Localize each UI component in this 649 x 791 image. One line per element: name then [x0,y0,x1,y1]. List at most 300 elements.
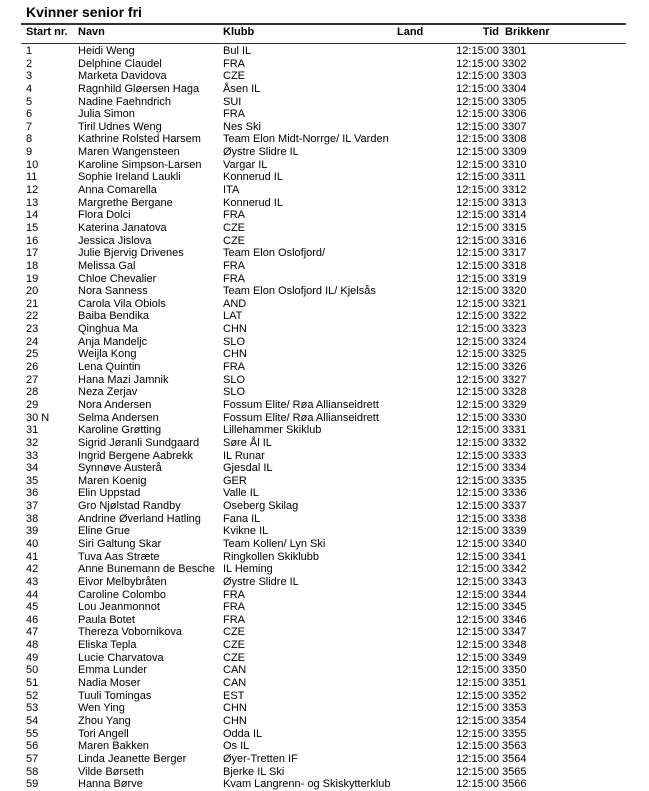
cell-brikkenr: 3566 [502,778,527,791]
table-row [0,538,649,551]
cell-start: 9 [26,146,33,159]
table-row [0,753,649,766]
cell-start: 35 [26,474,39,487]
table-row [0,576,649,589]
cell-brikkenr: 3341 [502,550,527,563]
table-row [0,171,649,184]
cell-tid: 12:15:00 [456,146,499,159]
cell-klubb: CHN [223,714,247,727]
cell-tid: 12:15:00 [456,575,499,588]
cell-tid: 12:15:00 [456,45,499,57]
cell-klubb: FRA [223,272,245,285]
cell-tid: 12:15:00 [456,487,499,500]
cell-brikkenr: 3564 [502,752,527,765]
cell-start: 49 [26,651,39,664]
table-row [0,58,649,71]
cell-brikkenr: 3319 [502,272,527,285]
column-header-tid: Tid [482,26,499,38]
cell-tid: 12:15:00 [456,221,499,234]
cell-navn: Karoline Simpson-Larsen [78,158,202,171]
cell-navn: Katerina Janatova [78,221,167,234]
cell-navn: Wen Ying [78,702,125,715]
cell-klubb: Øyer-Tretten IF [223,752,298,765]
cell-brikkenr: 3348 [502,639,527,652]
cell-brikkenr: 3310 [502,158,527,171]
cell-start: 11 [26,171,38,184]
cell-brikkenr: 3305 [502,95,527,108]
cell-tid: 12:15:00 [456,348,499,361]
cell-start: 27 [26,373,39,386]
cell-navn: Siri Galtung Skar [78,537,162,550]
cell-klubb: FRA [223,57,245,70]
cell-klubb: IL Runar [223,449,265,462]
cell-start: 19 [26,272,39,285]
cell-klubb: Ringkollen Skiklubb [223,550,319,563]
cell-navn: Eivor Melbybråten [78,575,167,588]
cell-navn: Weijla Kong [78,348,137,361]
cell-navn: Selma Andersen [78,411,159,424]
cell-start: 40 [26,537,39,550]
cell-brikkenr: 3354 [502,714,527,727]
cell-klubb: Konnerud IL [223,171,283,184]
cell-klubb: SLO [223,335,246,348]
cell-klubb: Valle IL [223,487,259,500]
cell-start: 54 [26,714,39,727]
cell-tid: 12:15:00 [456,449,499,462]
cell-klubb: Team Elon Oslofjord/ [223,247,326,260]
cell-navn: Sophie Ireland Laukli [78,171,181,184]
cell-navn: Lou Jeanmonnot [78,601,160,614]
cell-klubb: Bjerke IL Ski [223,765,285,778]
cell-tid: 12:15:00 [456,120,499,133]
cell-start: 7 [26,120,33,133]
cell-start: 59 [26,778,39,791]
cell-klubb: AND [223,297,247,310]
cell-navn: Tori Angell [78,727,129,740]
cell-navn: Julia Simon [78,108,135,121]
cell-brikkenr: 3322 [502,310,527,323]
cell-brikkenr: 3332 [502,436,527,449]
table-row [0,197,649,210]
cell-klubb: Vargar IL [223,158,268,171]
cell-start: 22 [26,310,39,323]
table-row [0,285,649,298]
cell-brikkenr: 3327 [502,373,527,386]
cell-klubb: Søre Ål IL [223,436,272,449]
cell-klubb: FRA [223,361,245,374]
cell-klubb: ITA [223,184,240,197]
cell-brikkenr: 3335 [502,474,527,487]
cell-brikkenr: 3331 [502,424,527,437]
table-row [0,247,649,260]
cell-brikkenr: 3353 [502,702,527,715]
cell-navn: Flora Dolci [78,209,131,222]
cell-navn: Qinghua Ma [78,323,138,336]
cell-klubb: CHN [223,702,247,715]
table-row [0,374,649,387]
cell-brikkenr: 3330 [502,411,527,424]
cell-klubb: EST [223,689,245,702]
cell-tid: 12:15:00 [456,664,499,677]
cell-klubb: Team Elon Oslofjord IL/ Kjelsås [223,285,376,298]
cell-klubb: Fana IL [223,512,261,525]
cell-navn: Eline Grue [78,525,130,538]
cell-brikkenr: 3316 [502,234,527,247]
cell-navn: Maren Koenig [78,474,147,487]
cell-navn: Hanna Børve [78,778,143,791]
cell-klubb: Øystre Slidre IL [223,146,299,159]
table-row [0,83,649,96]
cell-navn: Zhou Yang [78,714,131,727]
cell-tid: 12:15:00 [456,158,499,171]
cell-start: 55 [26,727,39,740]
cell-navn: Maren Bakken [78,740,149,753]
cell-tid: 12:15:00 [456,525,499,538]
cell-tid: 12:15:00 [456,259,499,272]
cell-klubb: GER [223,474,247,487]
table-row [0,715,649,728]
cell-navn: Tiril Udnes Weng [78,120,162,133]
cell-navn: Andrine Øverland Hatling [78,512,201,525]
cell-navn: Tuuli Tomingas [78,689,152,702]
cell-tid: 12:15:00 [456,184,499,197]
table-row [0,121,649,134]
cell-navn: Margrethe Bergane [78,196,173,209]
cell-klubb: Øystre Slidre IL [223,575,299,588]
cell-start: 18 [26,259,39,272]
table-row [0,589,649,602]
table-row [0,260,649,273]
cell-tid: 12:15:00 [456,740,499,753]
cell-tid: 12:15:00 [456,247,499,260]
cell-start: 47 [26,626,39,639]
table-row [0,424,649,437]
cell-navn: Anja Mandeljc [78,335,148,348]
cell-start: 21 [26,297,39,310]
cell-brikkenr: 3318 [502,259,527,272]
cell-brikkenr: 3308 [502,133,527,146]
cell-tid: 12:15:00 [456,297,499,310]
table-row [0,336,649,349]
cell-tid: 12:15:00 [456,702,499,715]
table-row [0,222,649,235]
cell-brikkenr: 3328 [502,386,527,399]
cell-brikkenr: 3313 [502,196,527,209]
cell-navn: Lena Quintin [78,361,141,374]
cell-klubb: SLO [223,373,246,386]
cell-klubb: CZE [223,70,245,83]
cell-navn: Ragnhild Gløersen Haga [78,82,200,95]
cell-start: 1 [26,45,33,57]
cell-tid: 12:15:00 [456,323,499,336]
cell-brikkenr: 3301 [502,45,527,57]
table-row [0,525,649,538]
cell-start: 24 [26,335,39,348]
cell-brikkenr: 3317 [502,247,527,260]
table-row [0,690,649,703]
cell-navn: Marketa Davidova [78,70,167,83]
cell-navn: Maren Wangensteen [78,146,180,159]
cell-tid: 12:15:00 [456,626,499,639]
cell-start: 31 [26,424,39,437]
cell-navn: Carola Vila Obiols [78,297,166,310]
table-row [0,475,649,488]
cell-navn: Jessica Jislova [78,234,152,247]
cell-tid: 12:15:00 [456,765,499,778]
cell-start: 13 [26,196,39,209]
cell-navn: Julie Bjervig Drivenes [78,247,184,260]
cell-brikkenr: 3307 [502,120,527,133]
column-header-land: Land [397,26,424,38]
cell-brikkenr: 3337 [502,500,527,513]
cell-start: 23 [26,323,39,336]
cell-start: 53 [26,702,39,715]
cell-start: 3 [26,70,33,83]
cell-brikkenr: 3345 [502,601,527,614]
cell-brikkenr: 3304 [502,82,527,95]
cell-start: 48 [26,639,39,652]
cell-start: 56 [26,740,39,753]
cell-brikkenr: 3309 [502,146,527,159]
cell-brikkenr: 3346 [502,613,527,626]
cell-klubb: Odda IL [223,727,263,740]
cell-klubb: Bul IL [223,45,252,57]
cell-brikkenr: 3351 [502,677,527,690]
cell-start: 33 [26,449,39,462]
cell-tid: 12:15:00 [456,677,499,690]
cell-tid: 12:15:00 [456,436,499,449]
cell-brikkenr: 3326 [502,361,527,374]
cell-navn: Paula Botet [78,613,135,626]
cell-tid: 12:15:00 [456,272,499,285]
cell-klubb: CZE [223,639,245,652]
cell-navn: Nora Sanness [78,285,148,298]
cell-start: 30 N [26,411,50,424]
cell-brikkenr: 3342 [502,563,527,576]
cell-brikkenr: 3336 [502,487,527,500]
cell-tid: 12:15:00 [456,500,499,513]
cell-tid: 12:15:00 [456,601,499,614]
cell-brikkenr: 3320 [502,285,527,298]
cell-klubb: SLO [223,386,246,399]
cell-tid: 12:15:00 [456,550,499,563]
cell-navn: Gro Njølstad Randby [78,500,181,513]
table-row [0,310,649,323]
cell-tid: 12:15:00 [456,588,499,601]
table-row [0,740,649,753]
table-row [0,601,649,614]
cell-start: 52 [26,689,39,702]
cell-brikkenr: 3339 [502,525,527,538]
header-bottom-rule [21,43,626,44]
cell-start: 42 [26,563,39,576]
cell-brikkenr: 3311 [502,171,526,184]
table-row [0,513,649,526]
column-header-navn: Navn [78,26,105,38]
cell-start: 41 [26,550,39,563]
cell-klubb: FRA [223,259,245,272]
cell-klubb: Åsen IL [223,82,261,95]
cell-brikkenr: 3321 [502,297,527,310]
table-row [0,361,649,374]
cell-start: 45 [26,601,39,614]
table-row [0,323,649,336]
cell-navn: Linda Jeanette Berger [78,752,187,765]
table-row [0,235,649,248]
cell-navn: Nora Andersen [78,398,152,411]
cell-klubb: CAN [223,664,247,677]
table-row [0,500,649,513]
cell-brikkenr: 3563 [502,740,527,753]
cell-klubb: FRA [223,588,245,601]
cell-klubb: Team Elon Midt-Norrge/ IL Varden [223,133,389,146]
cell-start: 34 [26,462,39,475]
cell-brikkenr: 3312 [502,184,527,197]
table-row [0,108,649,121]
cell-start: 51 [26,677,39,690]
cell-klubb: Oseberg Skilag [223,500,299,513]
table-row [0,778,649,791]
cell-klubb: SUI [223,95,242,108]
cell-navn: Lucie Charvatova [78,651,164,664]
cell-start: 26 [26,361,39,374]
cell-start: 28 [26,386,39,399]
cell-start: 6 [26,108,33,121]
cell-klubb: FRA [223,613,245,626]
cell-klubb: CZE [223,651,245,664]
cell-tid: 12:15:00 [456,512,499,525]
cell-tid: 12:15:00 [456,335,499,348]
cell-tid: 12:15:00 [456,108,499,121]
table-row [0,677,649,690]
table-row [0,209,649,222]
cell-navn: Anna Comarella [78,184,157,197]
cell-brikkenr: 3325 [502,348,527,361]
cell-klubb: Kvikne IL [223,525,269,538]
cell-navn: Hana Mazi Jamnik [78,373,169,386]
table-row [0,652,649,665]
column-header-start: Start nr. [26,26,68,38]
cell-navn: Thereza Vobornikova [78,626,182,639]
cell-tid: 12:15:00 [456,752,499,765]
table-row [0,728,649,741]
table-row [0,45,649,58]
cell-brikkenr: 3343 [502,575,527,588]
table-row [0,412,649,425]
cell-start: 17 [26,247,39,260]
table-row [0,551,649,564]
cell-tid: 12:15:00 [456,537,499,550]
cell-brikkenr: 3352 [502,689,527,702]
cell-klubb: Nes Ski [223,120,261,133]
cell-start: 44 [26,588,39,601]
cell-navn: Kathrine Rolsted Harsem [78,133,201,146]
cell-tid: 12:15:00 [456,361,499,374]
cell-brikkenr: 3338 [502,512,527,525]
cell-klubb: Os IL [223,740,250,753]
cell-navn: Anne Bunemann de Besche [78,563,215,576]
cell-brikkenr: 3350 [502,664,527,677]
cell-brikkenr: 3315 [502,221,527,234]
cell-klubb: IL Heming [223,563,273,576]
cell-klubb: FRA [223,601,245,614]
cell-klubb: Team Kollen/ Lyn Ski [223,537,326,550]
cell-brikkenr: 3334 [502,462,527,475]
cell-navn: Emma Lunder [78,664,148,677]
cell-start: 5 [26,95,33,108]
cell-tid: 12:15:00 [456,386,499,399]
cell-start: 8 [26,133,33,146]
cell-navn: Caroline Colombo [78,588,167,601]
cell-brikkenr: 3303 [502,70,527,83]
cell-tid: 12:15:00 [456,462,499,475]
cell-tid: 12:15:00 [456,196,499,209]
table-row [0,450,649,463]
cell-navn: Synnøve Austerå [78,462,162,475]
cell-brikkenr: 3323 [502,323,527,336]
cell-klubb: Lillehammer Skiklub [223,424,322,437]
cell-start: 10 [26,158,39,171]
table-row [0,437,649,450]
cell-tid: 12:15:00 [456,70,499,83]
cell-brikkenr: 3314 [502,209,527,222]
cell-klubb: Konnerud IL [223,196,283,209]
cell-tid: 12:15:00 [456,411,499,424]
cell-klubb: Fossum Elite/ Røa Allianseidrett [223,411,379,424]
cell-tid: 12:15:00 [456,82,499,95]
cell-start: 14 [26,209,39,222]
cell-tid: 12:15:00 [456,57,499,70]
cell-tid: 12:15:00 [456,209,499,222]
cell-brikkenr: 3347 [502,626,527,639]
cell-klubb: CZE [223,626,245,639]
table-row [0,184,649,197]
cell-tid: 12:15:00 [456,689,499,702]
cell-tid: 12:15:00 [456,310,499,323]
cell-navn: Tuva Aas Stræte [78,550,160,563]
cell-tid: 12:15:00 [456,285,499,298]
cell-tid: 12:15:00 [456,171,499,184]
table-row [0,386,649,399]
table-row [0,639,649,652]
cell-start: 38 [26,512,39,525]
table-row [0,487,649,500]
cell-start: 43 [26,575,39,588]
cell-klubb: CHN [223,323,247,336]
cell-klubb: Gjesdal IL [223,462,273,475]
page-title: Kvinner senior fri [26,4,142,20]
cell-start: 25 [26,348,39,361]
cell-start: 16 [26,234,39,247]
cell-navn: Heidi Weng [78,45,135,57]
table-row [0,766,649,779]
cell-start: 29 [26,398,39,411]
table-row [0,399,649,412]
cell-brikkenr: 3302 [502,57,527,70]
cell-klubb: CHN [223,348,247,361]
cell-start: 4 [26,82,33,95]
table-row [0,348,649,361]
cell-start: 58 [26,765,39,778]
cell-navn: Eliska Tepla [78,639,137,652]
cell-klubb: CZE [223,221,245,234]
cell-tid: 12:15:00 [456,563,499,576]
cell-start: 20 [26,285,39,298]
table-row [0,70,649,83]
cell-klubb: Fossum Elite/ Røa Allianseidrett [223,398,379,411]
cell-navn: Chloe Chevalier [78,272,157,285]
cell-navn: Elin Uppstad [78,487,141,500]
